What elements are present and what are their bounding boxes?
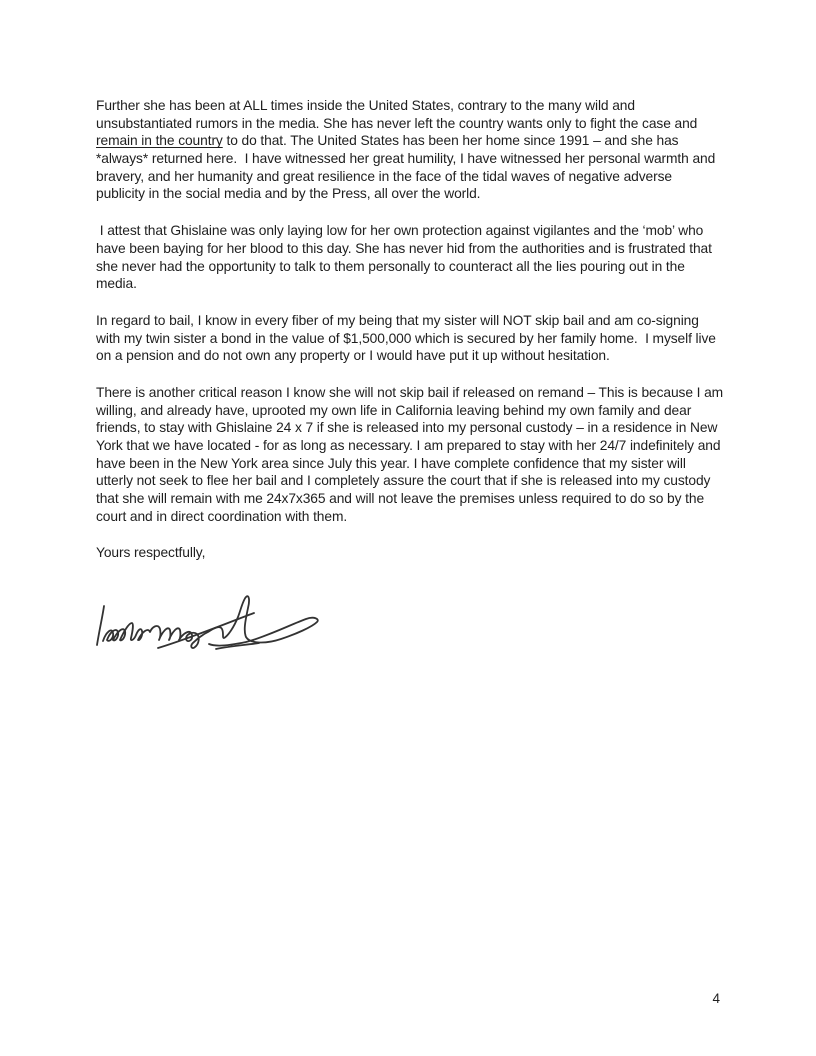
text-segment: on a pension and do not own any property or I would have put it up without hesitation. (96, 348, 610, 364)
text-segment: have been in the New York area since July this year. I have complete confidence that my sister will (96, 455, 686, 471)
text-line (96, 508, 736, 526)
text-segment: *always* returned here. I have witnessed her great humility, I have witnessed her personal warmth and (96, 151, 716, 167)
text-line (96, 330, 736, 348)
closing-line: Yours respectfully, (96, 545, 206, 561)
text-line (96, 185, 736, 203)
text-line (96, 275, 736, 293)
text-line (96, 222, 736, 240)
paragraph (96, 222, 736, 293)
text-segment: unsubstantiated rumors in the media. She has never left the country wants only to fight the case and (96, 115, 698, 131)
text-segment: willing, and already have, uprooted my own life in California leaving behind my own family and dear (96, 402, 692, 418)
text-line (96, 312, 736, 330)
text-line (96, 455, 736, 473)
text-segment: media. (96, 276, 137, 292)
text-line (96, 437, 736, 455)
signature-image (96, 594, 324, 652)
text-line (96, 132, 736, 150)
text-segment: she never had the opportunity to talk to them personally to counteract all the lies pouring out in the (96, 258, 685, 274)
signature-scribble-icon (96, 594, 324, 652)
text-line (96, 347, 736, 365)
text-segment: In regard to bail, I know in every fiber of my being that my sister will NOT skip bail and am co-signing (96, 312, 699, 328)
text-segment: utterly not seek to flee her bail and I completely assure the court that if she is released into my custody (96, 473, 711, 489)
text-segment: I attest that Ghislaine was only laying low for her own protection against vigilantes and the ‘mob’ who (96, 223, 704, 239)
text-line (96, 115, 736, 133)
text-line (96, 490, 736, 508)
paragraph (96, 384, 736, 526)
letter-body (96, 97, 736, 652)
underlined-text: remain in the country (96, 133, 223, 149)
text-line (96, 258, 736, 276)
text-segment: court and in direct coordination with them. (96, 508, 348, 524)
text-line (96, 240, 736, 258)
text-line (96, 402, 736, 420)
text-segment: friends, to stay with Ghislaine 24 x 7 if she is released into my personal custody – in a residence in New (96, 420, 718, 436)
text-segment: bravery, and her humanity and great resilience in the face of the tidal waves of negative adverse (96, 168, 672, 184)
text-line (96, 168, 736, 186)
text-segment: publicity in the social media and by the Press, all over the world. (96, 186, 481, 202)
text-line (96, 97, 736, 115)
text-line (96, 384, 736, 402)
text-segment: have been baying for her blood to this day. She has never hid from the authorities and is frustrated that (96, 240, 712, 256)
text-segment: Further she has been at ALL times inside the United States, contrary to the many wild and (96, 98, 635, 113)
text-line (96, 472, 736, 490)
paragraph (96, 312, 736, 365)
page-number: 4 (712, 991, 720, 1006)
text-segment: to do that. The United States has been her home since 1991 – and she has (222, 133, 679, 149)
text-segment: with my twin sister a bond in the value of $1,500,000 which is secured by her family home. I myself live (96, 330, 716, 346)
text-line (96, 419, 736, 437)
paragraph (96, 97, 736, 203)
text-segment: There is another critical reason I know she will not skip bail if released on remand – This is because I am (96, 384, 724, 400)
text-line (96, 150, 736, 168)
text-segment: York that we have located - for as long as necessary. I am prepared to stay with her 24/7 indefinitely and (96, 438, 721, 453)
text-segment: that she will remain with me 24x7x365 and will not leave the premises unless required to do so by the (96, 491, 705, 507)
